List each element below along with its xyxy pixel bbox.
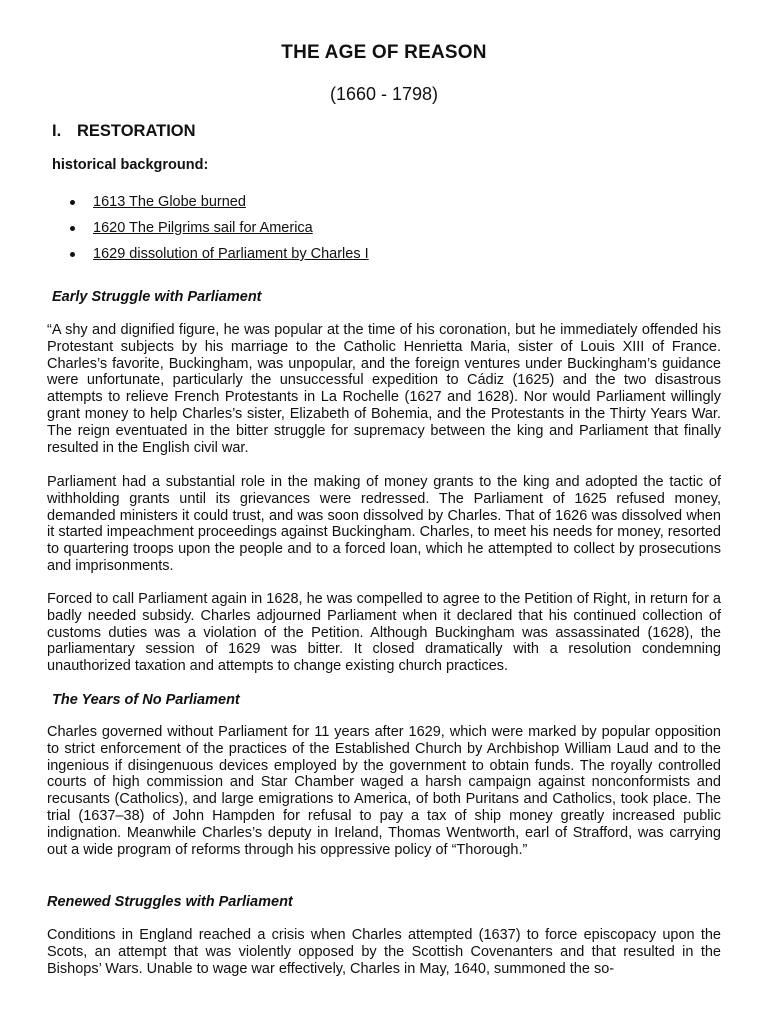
no-parliament-heading: The Years of No Parliament [52,692,240,708]
section-title: RESTORATION [77,122,196,140]
bullet-icon [70,200,75,205]
list-item [68,245,369,271]
renewed-struggles-heading: Renewed Struggles with Parliament [47,894,293,910]
bullet-icon [70,252,75,257]
no-parliament-paragraph: Charles governed without Parliament for 11 years after 1629, which were marked by popular opposition to strict enforcement of the practices of the Established Church by Archbishop William Laud and to the ingenious if disingenuous devices employed by the government to obtain funds. The royally controlled courts of high commission and Star Chamber waged a harsh campaign against nonconformists and recusants (Catholics), and large emigrations to America, of both Puritans and Catholics, took place. The trial (1637–38) of John Hampden for refusal to pay a tax of ship money greatly increased public indignation. Meanwhile Charles’s deputy in Ireland, Thomas Wentworth, earl of Strafford, was carrying out a wide program of reforms through his oppressive policy of “Thorough.” [47,724,721,858]
early-struggle-paragraph-2: Parliament had a substantial role in the making of money grants to the king and adopted the tactic of withholding grants until its grievances were redressed. The Parliament of 1625 refused money, demanded ministers it could trust, and was soon dissolved by Charles. That of 1626 was dissolved when it started impeachment proceedings against Buckingham. Charles, to meet his needs for money, resorted to quartering troops upon the people and to a forced loan, which he attempted to collect by prosecutions and imprisonments. [47,474,721,574]
early-struggle-paragraph-3: Forced to call Parliament again in 1628, he was compelled to agree to the Petition of Right, in return for a badly needed subsidy. Charles adjourned Parliament when it declared that his continued collection of customs duties was a violation of the Petition. Although Buckingham was assassinated (1628), the parliamentary session of 1629 was bitter. It closed dramatically with a resolution condemning unauthorized taxation and attempts to change existing church practices. [47,591,721,675]
list-item [68,193,369,219]
section-number: I. [52,122,62,140]
timeline-list [68,193,369,271]
document-date-range: (1660 - 1798) [329,84,439,104]
section-heading [52,122,196,141]
list-item-text: 1629 dissolution of Parliament by Charles I [93,246,369,262]
document-title: THE AGE OF REASON [281,42,487,63]
list-item-text: 1620 The Pilgrims sail for America [93,220,313,236]
early-struggle-heading: Early Struggle with Parliament [52,289,262,305]
list-item [68,219,369,245]
early-struggle-paragraph-1: “A shy and dignified figure, he was popular at the time of his coronation, but he immediately offended his Protestant subjects by his marriage to the Catholic Henrietta Maria, sister of Louis XIII of France. Charles’s favorite, Buckingham, was unpopular, and the foreign ventures under Buckingham’s guidance were unfortunate, particularly the unsuccessful expedition to Cádiz (1625) and the two disastrous attempts to relieve French Protestants in La Rochelle (1627 and 1628). Nor would Parliament willingly grant money to help Charles’s sister, Elizabeth of Bohemia, and the Protestants in the Thirty Years War. The reign eventuated in the bitter struggle for supremacy between the king and Parliament that finally resulted in the English civil war. [47,322,721,456]
renewed-struggles-paragraph: Conditions in England reached a crisis when Charles attempted (1637) to force episcopacy upon the Scots, an attempt that was violently opposed by the Scottish Covenanters and that resulted in the Bishops’ Wars. Unable to wage war effectively, Charles in May, 1640, summoned the so- [47,927,721,977]
historical-background-label: historical background: [52,157,209,173]
list-item-text: 1613 The Globe burned [93,194,246,210]
bullet-icon [70,226,75,231]
